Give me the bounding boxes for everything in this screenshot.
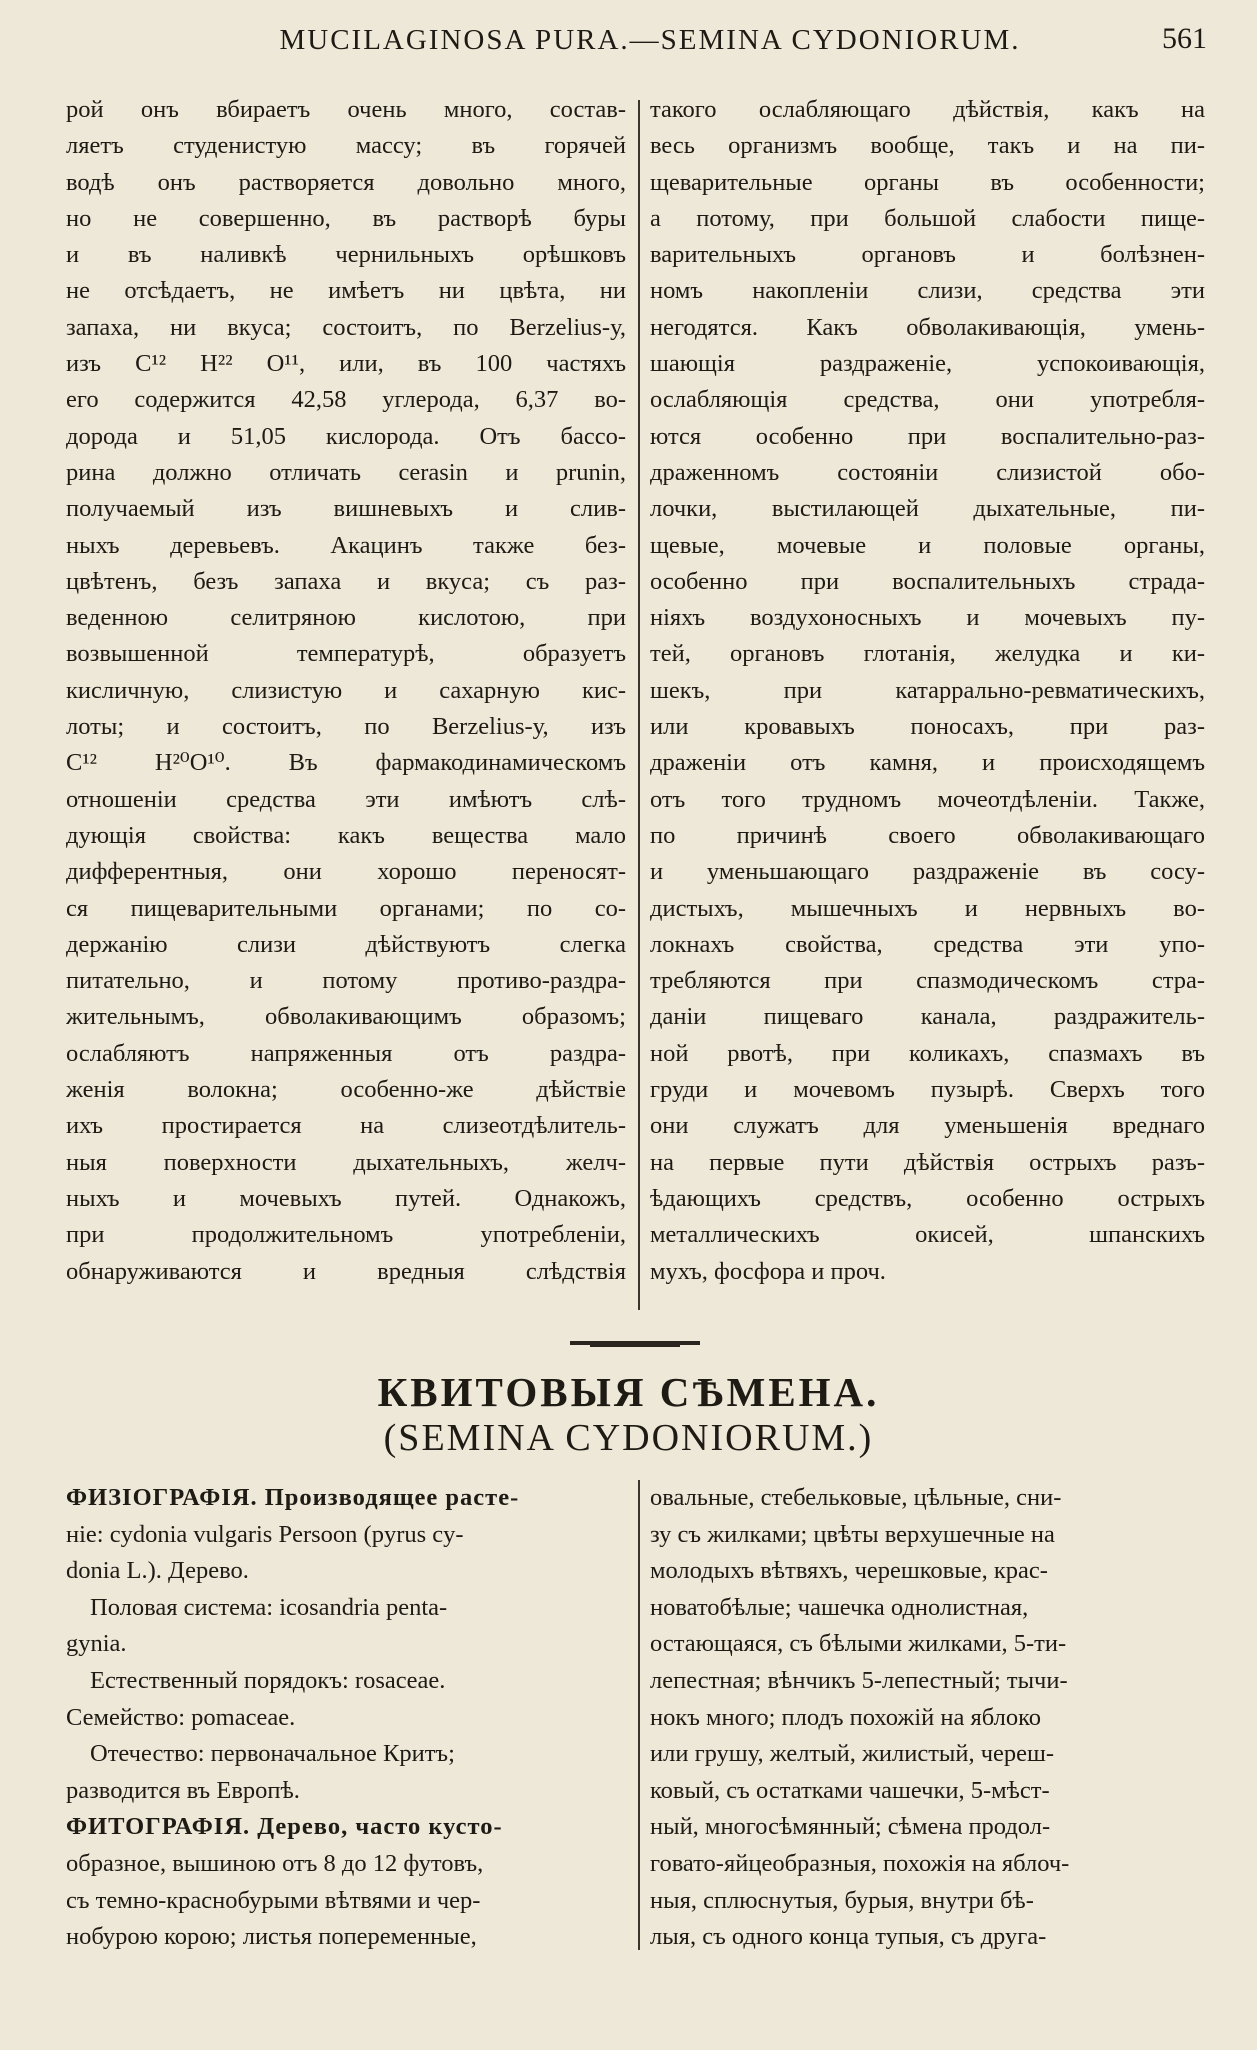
text-line: при продолжительномъ употребленіи, [66, 1221, 626, 1249]
text-line: его содержится 42,58 углерода, 6,37 во- [66, 386, 626, 414]
text-line: лыя, съ одного конца тупыя, съ друга- [650, 1923, 1047, 1951]
section-title: КВИТОВЫЯ СѢМЕНА. [377, 1369, 880, 1415]
text-line: локнахъ свойства, средства эти упо- [650, 930, 1205, 958]
top-left-column [66, 92, 626, 1290]
text-line: ются особенно при воспалительно-раз- [650, 422, 1205, 450]
text-line: веденною селитряною кислотою, при [66, 604, 626, 632]
text-line: ляетъ студенистую массу; въ горячей [66, 132, 626, 160]
text-line: изъ C¹² H²² O¹¹, или, въ 100 частяхъ [66, 350, 626, 378]
text-line: лочки, выстилающей дыхательные, пи- [650, 495, 1205, 523]
text-line: Отечество: первоначальное Критъ; [90, 1740, 455, 1768]
text-line: ныхъ деревьевъ. Акацинъ также без- [66, 531, 626, 559]
bottom-left-column [66, 1480, 626, 1956]
text-line: обнаруживаются и вредныя слѣдствія [66, 1257, 626, 1285]
text-line: дорода и 51,05 кислорода. Отъ бассо- [66, 422, 626, 450]
page-number: 561 [1162, 22, 1207, 55]
text-line: ФИЗІОГРАФІЯ. Производящее расте- [66, 1484, 520, 1511]
text-line: ный, многосѣмянный; сѣмена продол- [650, 1813, 1051, 1841]
text-line: лепестная; вѣнчикъ 5-лепестный; тычи- [650, 1666, 1068, 1694]
text-line: щеварительные органы въ особенности; [650, 168, 1205, 196]
text-line: негодятся. Какъ обволакивающія, умень- [650, 313, 1205, 341]
text-line: gynia. [66, 1630, 127, 1658]
section-subtitle: (SEMINA CYDONIORUM.) [383, 1417, 874, 1459]
text-line: и въ наливкѣ чернильныхъ орѣшковъ [66, 241, 626, 269]
text-line: овальные, стебельковые, цѣльные, сни- [650, 1484, 1062, 1511]
text-line: C¹² H²⁰O¹⁰. Въ фармакодинамическомъ [66, 749, 626, 777]
text-line: водѣ онъ растворяется довольно много, [66, 168, 626, 196]
column-divider [638, 100, 640, 1310]
text-line: ной рвотѣ, при коликахъ, спазмахъ въ [650, 1039, 1205, 1067]
text-line: зу съ жилками; цвѣты верхушечные на [650, 1520, 1055, 1548]
text-line: и уменьшающаго раздраженіе въ сосу- [650, 858, 1205, 886]
text-line: молодыхъ вѣтвяхъ, черешковые, крас- [650, 1557, 1048, 1585]
text-line: ныхъ и мочевыхъ путей. Однакожъ, [66, 1184, 626, 1212]
bottom-right-column [650, 1480, 1205, 1956]
text-line: номъ накопленіи слизи, средства эти [650, 277, 1205, 305]
top-right-column [650, 92, 1205, 1290]
text-line: питательно, и потому противо-раздра- [66, 967, 626, 995]
text-line: держанію слизи дѣйствуютъ слегка [66, 930, 626, 958]
text-line: ныя, сплюснутыя, бурыя, внутри бѣ- [650, 1886, 1034, 1914]
text-line: рой онъ вбираетъ очень много, состав- [66, 96, 626, 123]
text-line: кисличную, слизистую и сахарную кис- [66, 676, 626, 704]
text-line: рина должно отличать cerasin и prunin, [66, 458, 626, 486]
text-line: на первые пути дѣйствія острыхъ разъ- [650, 1148, 1205, 1176]
text-line: отношеніи средства эти имѣютъ слѣ- [66, 785, 626, 813]
text-line: мухъ, фосфора и проч. [650, 1257, 886, 1285]
text-line: весь организмъ вообще, такъ и на пи- [650, 132, 1205, 160]
text-line: donia L.). Дерево. [66, 1557, 249, 1585]
text-line: а потому, при большой слабости пище- [650, 204, 1205, 232]
text-line: не отсѣдаетъ, не имѣетъ ни цвѣта, ни [66, 277, 626, 305]
text-line: разводится въ Европѣ. [66, 1776, 300, 1804]
text-line: жительнымъ, обволакивающимъ образомъ; [66, 1003, 626, 1031]
text-line: металлическихъ окисей, шпанскихъ [650, 1221, 1205, 1249]
text-line: по причинѣ своего обволакивающаго [650, 821, 1205, 849]
text-line: запаха, ни вкуса; состоитъ, по Berzelius-у, [66, 313, 626, 341]
text-line: остающаяся, съ бѣлыми жилками, 5-ти- [650, 1630, 1067, 1658]
text-line: ся пищеварительными органами; по со- [66, 894, 626, 922]
text-line: получаемый изъ вишневыхъ и слив- [66, 495, 626, 523]
text-line: ковый, съ остатками чашечки, 5-мѣст- [650, 1776, 1050, 1804]
text-line: варительныхъ органовъ и болѣзнен- [650, 241, 1205, 269]
text-line: требляются при спазмодическомъ стра- [650, 967, 1205, 995]
text-line: Семейство: pomaceae. [66, 1703, 296, 1731]
text-line: Половая система: icosandria penta- [90, 1593, 448, 1621]
text-line: драженіи отъ камня, и происходящемъ [650, 749, 1205, 777]
text-line: возвышенной температурѣ, образуетъ [66, 640, 626, 668]
text-line: ніе: cydonia vulgaris Persoon (pyrus cy- [66, 1520, 464, 1548]
text-line: ФИТОГРАФІЯ. Дерево, часто кусто- [66, 1813, 503, 1841]
column-divider [638, 1480, 640, 1950]
section-divider-ornament [570, 1341, 700, 1345]
text-line: драженномъ состояніи слизистой обо- [650, 458, 1205, 486]
text-line: или кровавыхъ поносахъ, при раз- [650, 713, 1205, 741]
text-line: ныя поверхности дыхательныхъ, желч- [66, 1148, 626, 1176]
text-line: цвѣтенъ, безъ запаха и вкуса; съ раз- [66, 567, 626, 595]
text-line: они служатъ для уменьшенія вреднаго [650, 1112, 1205, 1140]
text-line: такого ослабляющаго дѣйствія, какъ на [650, 96, 1205, 123]
text-line: дистыхъ, мышечныхъ и нервныхъ во- [650, 894, 1205, 922]
text-line: лоты; и состоитъ, по Berzelius-у, изъ [66, 713, 626, 741]
text-line: ѣдающихъ средствъ, особенно острыхъ [650, 1184, 1205, 1212]
text-line: нобурою корою; листья попеременные, [66, 1923, 477, 1951]
text-line: ніяхъ воздухоносныхъ и мочевыхъ пу- [650, 604, 1205, 632]
text-line: но не совершенно, въ растворѣ буры [66, 204, 626, 232]
text-line: Естественный порядокъ: rosaceae. [90, 1666, 446, 1694]
text-line: отъ того трудномъ мочеотдѣленіи. Также, [650, 785, 1205, 813]
text-line: ихъ простирается на слизеотдѣлитель- [66, 1112, 626, 1140]
text-line: говато-яйцеобразныя, похожія на яблоч- [650, 1849, 1070, 1877]
text-line: шекъ, при катаррально-ревматическихъ, [650, 676, 1205, 704]
text-line: ослабляютъ напряженныя отъ раздра- [66, 1039, 626, 1067]
text-line: тей, органовъ глотанія, желудка и ки- [650, 640, 1205, 668]
running-title: MUCILAGINOSA PURA.—SEMINA CYDONIORUM. [279, 24, 1021, 56]
text-line: особенно при воспалительныхъ страда- [650, 567, 1205, 595]
text-line: съ темно-краснобурыми вѣтвями и чер- [66, 1886, 481, 1914]
text-line: ослабляющія средства, они употребля- [650, 386, 1205, 414]
text-line: дующія свойства: какъ вещества мало [66, 821, 626, 849]
text-line: образное, вышиною отъ 8 до 12 футовъ, [66, 1849, 484, 1877]
text-line: шающія раздраженіе, успокоивающія, [650, 350, 1205, 378]
text-line: женія волокна; особенно-же дѣйствіе [66, 1076, 626, 1104]
text-line: даніи пищеваго канала, раздражитель- [650, 1003, 1205, 1031]
text-line: нокъ много; плодъ похожій на яблоко [650, 1703, 1041, 1731]
text-line: щевые, мочевые и половые органы, [650, 531, 1205, 559]
text-line: груди и мочевомъ пузырѣ. Сверхъ того [650, 1076, 1205, 1104]
text-line: или грушу, желтый, жилистый, череш- [650, 1740, 1055, 1768]
text-line: дифферентныя, они хорошо переносят- [66, 858, 626, 886]
text-line: новатобѣлые; чашечка однолистная, [650, 1593, 1029, 1621]
